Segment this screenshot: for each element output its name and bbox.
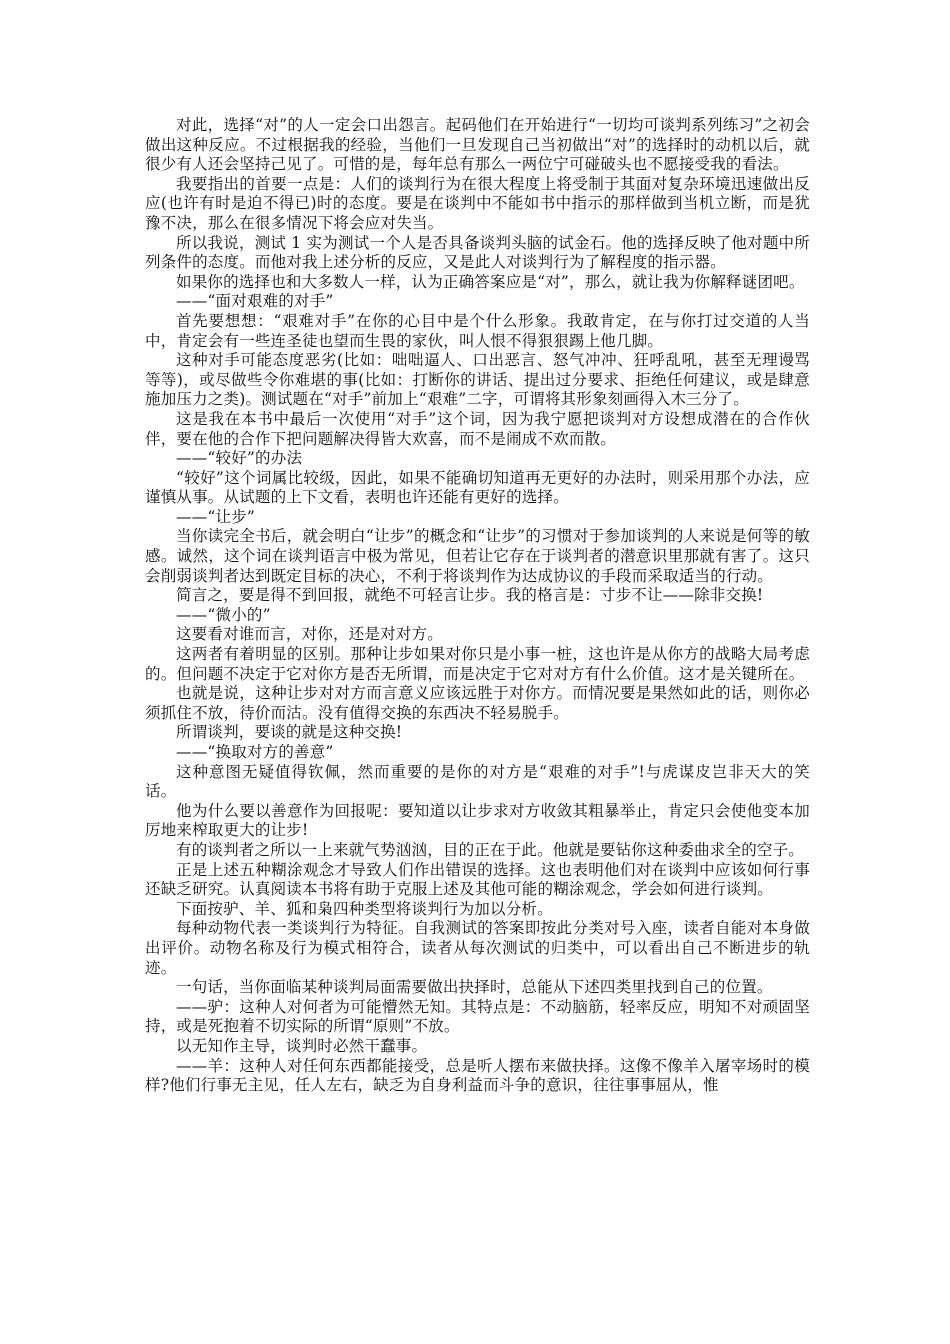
section-heading: ——“微小的”	[176, 605, 271, 624]
section-heading: ——“让步”	[176, 507, 256, 526]
section-heading: ——“面对艰难的对手”	[176, 292, 334, 311]
paragraph: 首先要想想：“艰难对手”在你的心目中是个什么形象。我敢肯定，在与你打过交道的人当中，肯定会有一些连圣徒也望而生畏的家伙，叫人恨不得狠狠踢上他几脚。	[145, 311, 810, 350]
paragraph: 这种对手可能态度恶劣(比如：咄咄逼人、口出恶言、怒气冲冲、狂呼乱吼，甚至无理谩骂等等)，或尽做些令你难堪的事(比如：打断你的讲话、提出过分要求、拒绝任何建议，或是肆意施加压力之类)。测试题在“对手”前加上“艰难”二字，可谓将其形象刻画得入木三分了。	[145, 351, 810, 409]
paragraph: 这种意图无疑值得钦佩，然而重要的是你的对方是“艰难的对手”!与虎谋皮岂非天大的笑话。	[145, 762, 810, 801]
paragraph: 下面按驴、羊、狐和枭四种类型将谈判行为加以分析。	[176, 899, 553, 918]
section-heading: ——“较好”的办法	[176, 449, 303, 468]
paragraph: 对此，选择“对”的人一定会口出怨言。起码他们在开始进行“一切均可谈判系列练习”之初会做出这种反应。不过根据我的经验，当他们一旦发现自己当初做出“对”的选择时的动机以后，就很少有人还会坚持己见了。可惜的是，每年总有那么一两位宁可碰破头也不愿接受我的看法。	[145, 116, 810, 174]
paragraph: ——羊：这种人对任何东西都能接受，总是听人摆布来做抉择。这像不像羊入屠宰场时的模样?他们行事无主见，任人左右，缺乏为自身利益而斗争的意识，往往事事屈从，惟	[145, 1056, 810, 1095]
paragraph: 正是上述五种糊涂观念才导致人们作出错误的选择。这也表明他们对在谈判中应该如何行事还缺乏研究。认真阅读本书将有助于克服上述及其他可能的糊涂观念，学会如何进行谈判。	[145, 860, 810, 899]
paragraph: 有的谈判者之所以一上来就气势汹汹，目的正在于此。他就是要钻你这种委曲求全的空子。	[176, 840, 805, 859]
paragraph: 如果你的选择也和大多数人一样，认为正确答案应是“对”，那么，就让我为你解释谜团吧。	[176, 272, 805, 291]
paragraph: 这两者有着明显的区别。那种让步如果对你只是小事一桩，这也许是从你方的战略大局考虑的。但问题不决定于它对你方是否无所谓，而是决定于它对对方有什么价值。这才是关键所在。	[145, 645, 810, 683]
paragraph: 这是我在本书中最后一次使用“对手”这个词，因为我宁愿把谈判对方设想成潜在的合作伙伴，要在他的合作下把问题解决得皆大欢喜，而不是闹成不欢而散。	[145, 409, 810, 448]
paragraph: 当你读完全书后，就会明白“让步”的概念和“让步”的习惯对于参加谈判的人来说是何等的敏感。诚然，这个词在谈判语言中极为常见，但若让它存在于谈判者的潜意识里那就有害了。这只会削弱谈判者达到既定目标的决心，不利于将谈判作为达成协议的手段而采取适当的行动。	[145, 527, 810, 585]
paragraph: 以无知作主导，谈判时必然干蠢事。	[176, 1036, 428, 1055]
paragraph: ——驴：这种人对何者为可能懵然无知。其特点是：不动脑筋，轻率反应，明知不对顽固坚持，或是死抱着不切实际的所谓“原则”不放。	[145, 997, 810, 1036]
document-body	[145, 116, 810, 1096]
paragraph: “较好”这个词属比较级，因此，如果不能确切知道再无更好的办法时，则采用那个办法，应谨慎从事。从试题的上下文看，表明也许还能有更好的选择。	[145, 468, 810, 507]
paragraph: 每种动物代表一类谈判行为特征。自我测试的答案即按此分类对号入座，读者自能对本身做出评价。动物名称及行为模式相符合，读者从每次测试的归类中，可以看出自己不断进步的轨迹。	[145, 919, 810, 977]
paragraph: 也就是说，这种让步对对方而言意义应该远胜于对你方。而情况要是果然如此的话，则你必须抓住不放，待价而沽。没有值得交换的东西决不轻易脱手。	[145, 684, 810, 722]
paragraph: 我要指出的首要一点是：人们的谈判行为在很大程度上将受制于其面对复杂环境迅速做出反应(也许有时是迫不得已)时的态度。要是在谈判中不能如书中指示的那样做到当机立断，而是犹豫不决，那么在很多情况下将会应对失当。	[145, 174, 810, 232]
paragraph: 一句话，当你面临某种谈判局面需要做出抉择时，总能从下述四类里找到自己的位置。	[176, 978, 773, 997]
paragraph: 所以我说，测试 1 实为测试一个人是否具备谈判头脑的试金石。他的选择反映了他对题中所列条件的态度。而他对我上述分析的反应，又是此人对谈判行为了解程度的指示器。	[145, 233, 810, 272]
paragraph: 他为什么要以善意作为回报呢：要知道以让步求对方收敛其粗暴举止，肯定只会使他变本加厉地来榨取更大的让步!	[145, 801, 810, 840]
section-heading: ——“换取对方的善意”	[176, 743, 334, 761]
paragraph: 简言之，要是得不到回报，就绝不可轻言让步。我的格言是：寸步不让——除非交换!	[176, 586, 764, 605]
paragraph: 所谓谈判，要谈的就是这种交换!	[176, 723, 403, 742]
paragraph: 这要看对谁而言，对你，还是对对方。	[176, 625, 443, 644]
